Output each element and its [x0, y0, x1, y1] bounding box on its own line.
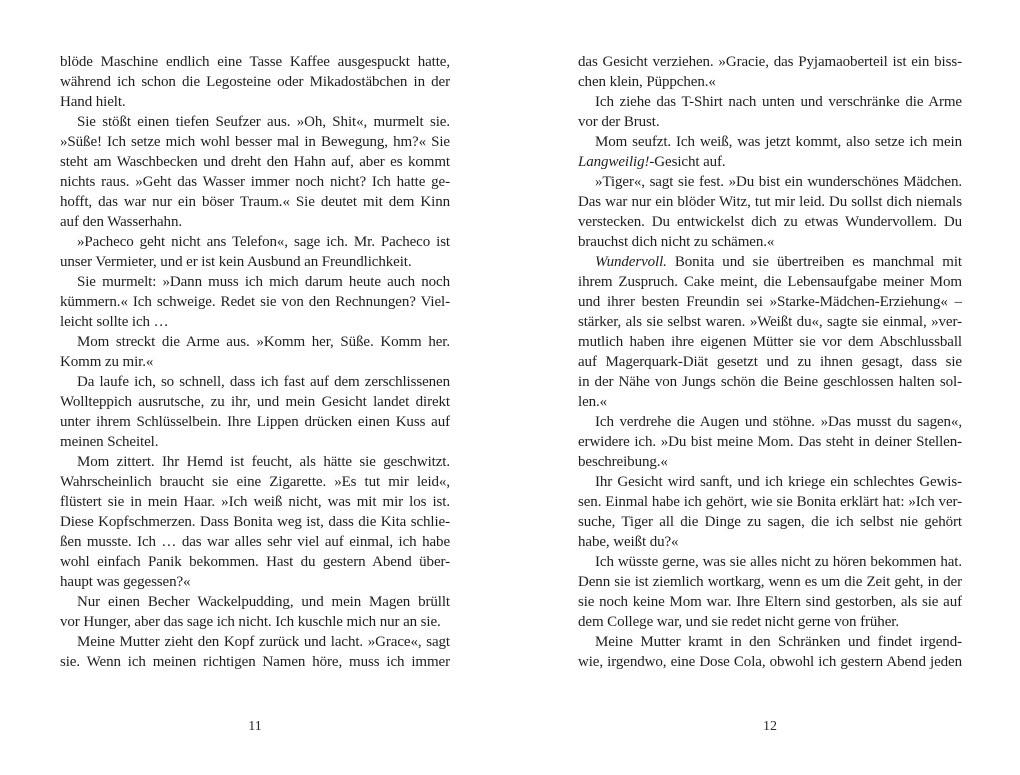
text-run: »Süße! Ich setze mich wohl besser mal in Bewegung, hm?« Sie [60, 134, 450, 150]
text-line [60, 252, 450, 272]
text-line [578, 312, 962, 332]
text-run: sie. Wenn ich meinen richtigen Namen höre, muss ich immer [60, 654, 450, 670]
text-run: unter ihrem Schlüsselbein. Ihre Lippen drücken einen Kuss auf [60, 414, 450, 430]
text-line [60, 192, 450, 212]
text-line [578, 232, 962, 252]
italic-text-run: Langweilig! [578, 154, 650, 170]
text-line [578, 272, 962, 292]
text-run: »Tiger«, sagt sie fest. »Du bist ein wunderschönes Mädchen. [595, 174, 962, 190]
text-line [60, 612, 450, 632]
book-page-left [60, 52, 450, 734]
text-run: steht am Waschbecken und dreht den Hahn auf, aber es kommt [60, 154, 450, 170]
text-line [60, 72, 450, 92]
text-run: -Gesicht auf. [649, 154, 726, 170]
text-run: Nur einen Becher Wackelpudding, und mein Magen brüllt [77, 594, 450, 610]
text-run: beschreibung.« [578, 454, 668, 470]
text-line [60, 112, 450, 132]
text-run: Meine Mutter kramt in den Schränken und findet irgend- [595, 634, 962, 650]
text-line [578, 252, 962, 272]
text-line [60, 452, 450, 472]
text-run: Ich ziehe das T-Shirt nach unten und verschränke die Arme [595, 94, 962, 110]
text-line [578, 472, 962, 492]
text-run: auf den Wasserhahn. [60, 214, 182, 230]
text-run: hofft, das war nur ein böser Traum.« Sie deutet mit dem Kinn [60, 194, 450, 210]
text-run: Meine Mutter zieht den Kopf zurück und lacht. »Grace«, sagt [77, 634, 450, 650]
text-line [60, 512, 450, 532]
text-run: auf Magerquark-Diät gesetzt und zu ihnen gesagt, dass sie [578, 354, 962, 370]
page-text-right [578, 52, 962, 672]
text-line [578, 212, 962, 232]
text-line [60, 652, 450, 672]
text-line [578, 172, 962, 192]
text-line [60, 392, 450, 412]
text-run: »Pacheco geht nicht ans Telefon«, sage ich. Mr. Pacheco ist [77, 234, 450, 250]
text-run: Wahrscheinlich braucht sie eine Zigarette. »Es tut mir leid«, [60, 474, 450, 490]
text-line [578, 72, 962, 92]
text-run: chen klein, Püppchen.« [578, 74, 716, 90]
text-run: suche, Tiger all die Dinge zu sagen, die ich selbst nie gehört [578, 514, 962, 530]
text-run: wohl einfach Panik bekommen. Hast du gestern Abend über- [60, 554, 450, 570]
text-run: habe, weißt du?« [578, 534, 679, 550]
text-line [578, 432, 962, 452]
text-run: vor der Brust. [578, 114, 660, 130]
text-run: Mom zittert. Ihr Hemd ist feucht, als hätte sie geschwitzt. [77, 454, 450, 470]
text-line [60, 132, 450, 152]
text-run: Das war nur ein blöder Witz, tut mir leid. Du sollst dich niemals [578, 194, 962, 210]
text-line [578, 632, 962, 652]
text-run: Wollteppich ausrutsche, zu ihr, und mein Gesicht landet direkt [60, 394, 450, 410]
text-run: das Gesicht verziehen. »Gracie, das Pyjamaoberteil ist ein biss- [578, 54, 962, 70]
text-line [578, 292, 962, 312]
text-line [60, 52, 450, 72]
text-run: erwidere ich. »Du bist meine Mom. Das steht in deiner Stellen- [578, 434, 962, 450]
text-line [578, 392, 962, 412]
text-line [578, 372, 962, 392]
text-run: Sie murmelt: »Dann muss ich mich darum heute auch noch [77, 274, 450, 290]
text-line [60, 472, 450, 492]
text-line [578, 452, 962, 472]
text-run: Mom seufzt. Ich weiß, was jetzt kommt, also setze ich mein [595, 134, 962, 150]
text-run: kümmern.« Ich schweige. Redet sie von den Rechnungen? Viel- [60, 294, 450, 310]
text-line [578, 92, 962, 112]
text-run: ihrem Zuspruch. Cake meint, die Lebensaufgabe meiner Mom [578, 274, 962, 290]
text-run: len.« [578, 394, 608, 410]
text-run: Ich wüsste gerne, was sie alles nicht zu hören bekommen hat. [595, 554, 962, 570]
text-line [60, 332, 450, 352]
text-run: sen. Einmal habe ich gehört, wie sie Bonita erklärt hat: »Ich ver- [578, 494, 962, 510]
text-line [60, 552, 450, 572]
text-line [578, 152, 962, 172]
page-text-left [60, 52, 450, 672]
text-line [60, 272, 450, 292]
text-run: wie, irgendwo, eine Dose Cola, obwohl ich gestern Abend jeden [578, 654, 962, 670]
text-line [578, 52, 962, 72]
text-line [578, 332, 962, 352]
text-line [60, 492, 450, 512]
page-number: 12 [763, 719, 777, 734]
text-line [60, 572, 450, 592]
text-line [578, 552, 962, 572]
text-run: Mom streckt die Arme aus. »Komm her, Süße. Komm her. [77, 334, 450, 350]
text-line [578, 512, 962, 532]
text-line [60, 232, 450, 252]
text-line [60, 172, 450, 192]
text-line [578, 192, 962, 212]
text-run: Ihr Gesicht wird sanft, und ich kriege ein schlechtes Gewis- [595, 474, 962, 490]
text-run: brauchst dich nicht zu schämen.« [578, 234, 775, 250]
text-run: meinen Scheitel. [60, 434, 159, 450]
text-run: Hand hielt. [60, 94, 126, 110]
text-run: Da laufe ich, so schnell, dass ich fast auf dem zerschlissenen [77, 374, 450, 390]
page-number: 11 [248, 719, 262, 734]
text-run: haupt was gegessen?« [60, 574, 191, 590]
text-run: in der Nähe von Jungs schön die Beine geschlossen halten sol- [578, 374, 962, 390]
text-line [60, 92, 450, 112]
text-run: blöde Maschine endlich eine Tasse Kaffee ausgespuckt hatte, [60, 54, 450, 70]
text-run: und ihrer besten Freundin sei »Starke-Mädchen-Erziehung« – [578, 294, 962, 310]
text-line [60, 632, 450, 652]
text-line [578, 612, 962, 632]
text-run: stärker, als sie selbst waren. »Weißt du«, sagte sie einmal, »ver- [578, 314, 962, 330]
text-line [578, 592, 962, 612]
text-run: Bonita und sie übertreiben es manchmal mit [666, 254, 962, 270]
text-run: Ich verdrehe die Augen und stöhne. »Das musst du sagen«, [595, 414, 962, 430]
text-run: flüstert sie in mein Haar. »Ich weiß nicht, was mit mir los ist. [60, 494, 450, 510]
text-line [60, 532, 450, 552]
text-run: unser Vermieter, und er ist kein Ausbund an Freundlichkeit. [60, 254, 412, 270]
text-line [60, 432, 450, 452]
text-line [60, 352, 450, 372]
text-line [578, 412, 962, 432]
text-line [578, 492, 962, 512]
text-run: Sie stößt einen tiefen Seufzer aus. »Oh, Shit«, murmelt sie. [77, 114, 450, 130]
text-run: verstecken. Du entwickelst dich zu etwas Wundervollem. Du [578, 214, 962, 230]
text-run: während ich schon die Legosteine oder Mikadostäbchen in der [60, 74, 450, 90]
text-run: nichts raus. »Geht das Wasser immer noch nicht? Ich hatte ge- [60, 174, 450, 190]
text-run: ßen musste. Ich … das war alles sehr viel auf einmal, ich habe [60, 534, 450, 550]
text-line [578, 532, 962, 552]
text-line [60, 292, 450, 312]
text-line [60, 312, 450, 332]
text-run: Diese Kopfschmerzen. Dass Bonita weg ist, dass die Kita schlie- [60, 514, 450, 530]
text-run: vor Hunger, aber das sage ich nicht. Ich kuschle mich nur an sie. [60, 614, 441, 630]
text-line [60, 592, 450, 612]
text-line [60, 372, 450, 392]
text-line [578, 352, 962, 372]
text-line [60, 212, 450, 232]
book-page-right [578, 52, 962, 734]
text-line [578, 112, 962, 132]
text-line [60, 152, 450, 172]
italic-text-run: Wundervoll. [595, 254, 667, 270]
text-line [578, 132, 962, 152]
text-line [60, 412, 450, 432]
text-run: sie noch keine Mom war. Ihre Eltern sind gestorben, als sie auf [578, 594, 962, 610]
text-run: leicht sollte ich … [60, 314, 169, 330]
text-line [578, 572, 962, 592]
text-run: Denn sie ist ziemlich wortkarg, wenn es um die Zeit geht, in der [578, 574, 962, 590]
text-run: mutlich haben ihre eigenen Mütter sie vor dem Abschlussball [578, 334, 962, 350]
text-run: Komm zu mir.« [60, 354, 154, 370]
text-run: dem College war, und sie redet nicht gerne von früher. [578, 614, 899, 630]
text-line [578, 652, 962, 672]
